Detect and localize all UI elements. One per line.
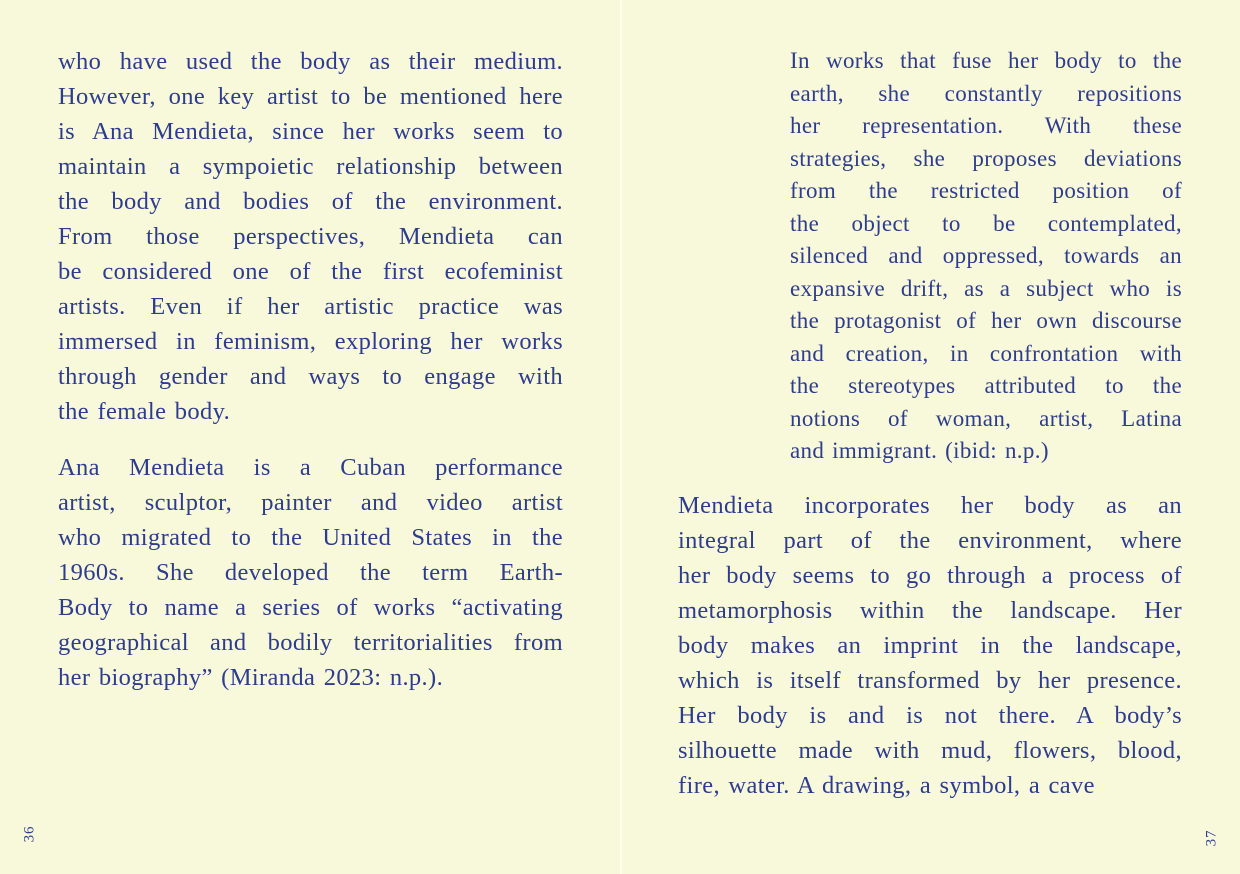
text-line: integral part of the environment, where <box>678 527 1182 554</box>
text-line: earth, she constantly repositions <box>790 80 1182 106</box>
text-line: 1960s. She developed the term Earth- <box>58 559 563 586</box>
text-line: However, one key artist to be mentioned here <box>58 83 563 110</box>
text-line: the object to be contemplated, <box>790 210 1182 236</box>
text-line: metamorphosis within the landscape. Her <box>678 597 1182 624</box>
text-line: the protagonist of her own discourse <box>790 308 1182 333</box>
right-page-paragraph-1 <box>678 488 1182 803</box>
text-line: artists. Even if her artistic practice was <box>58 293 563 320</box>
text-line: her body seems to go through a process of <box>678 562 1182 589</box>
text-line: geographical and bodily territorialities from <box>58 629 563 656</box>
text-line: expansive drift, as a subject who is <box>790 275 1182 301</box>
text-line: the body and bodies of the environment. <box>58 188 563 215</box>
text-line: her biography” (Miranda 2023: n.p.). <box>58 664 444 691</box>
left-page-paragraph-1 <box>58 44 563 429</box>
text-line: through gender and ways to engage with <box>58 363 563 390</box>
text-line: silenced and oppressed, towards an <box>790 243 1182 268</box>
text-line: her representation. With these <box>790 113 1182 138</box>
text-line: body makes an imprint in the landscape, <box>678 632 1182 659</box>
text-line: Her body is and is not there. A body’s <box>678 702 1182 729</box>
text-line: In works that fuse her body to the <box>790 48 1182 73</box>
text-line: the female body. <box>58 398 231 425</box>
text-line: be considered one of the first ecofeminist <box>58 258 563 285</box>
text-line: Mendieta incorporates her body as an <box>678 492 1182 519</box>
text-line: and immigrant. (ibid: n.p.) <box>790 438 1049 463</box>
text-line: notions of woman, artist, Latina <box>790 405 1182 431</box>
text-line: who migrated to the United States in the <box>58 524 563 551</box>
text-line: silhouette made with mud, flowers, blood, <box>678 737 1182 764</box>
text-line: maintain a sympoietic relationship between <box>58 153 563 180</box>
text-line: artist, sculptor, painter and video artist <box>58 489 563 516</box>
page-gutter-divider <box>620 0 622 874</box>
text-line: who have used the body as their medium. <box>58 48 563 75</box>
right-page-block-quote <box>790 45 1182 468</box>
text-line: and creation, in confrontation with <box>790 340 1182 366</box>
text-line: which is itself transformed by her presence. <box>678 667 1182 694</box>
text-line: is Ana Mendieta, since her works seem to <box>58 118 563 145</box>
text-line: strategies, she proposes deviations <box>790 145 1182 171</box>
left-page-paragraph-2 <box>58 450 563 695</box>
text-line: Body to name a series of works “activating <box>58 594 563 621</box>
page-number-37: 37 <box>1203 829 1220 847</box>
page-number-36: 36 <box>21 825 38 843</box>
text-line: immersed in feminism, exploring her works <box>58 328 563 355</box>
text-line: from the restricted position of <box>790 178 1182 203</box>
text-line: From those perspectives, Mendieta can <box>58 223 563 250</box>
text-line: the stereotypes attributed to the <box>790 373 1182 398</box>
text-line: fire, water. A drawing, a symbol, a cave <box>678 772 1095 799</box>
text-line: Ana Mendieta is a Cuban performance <box>58 454 563 481</box>
